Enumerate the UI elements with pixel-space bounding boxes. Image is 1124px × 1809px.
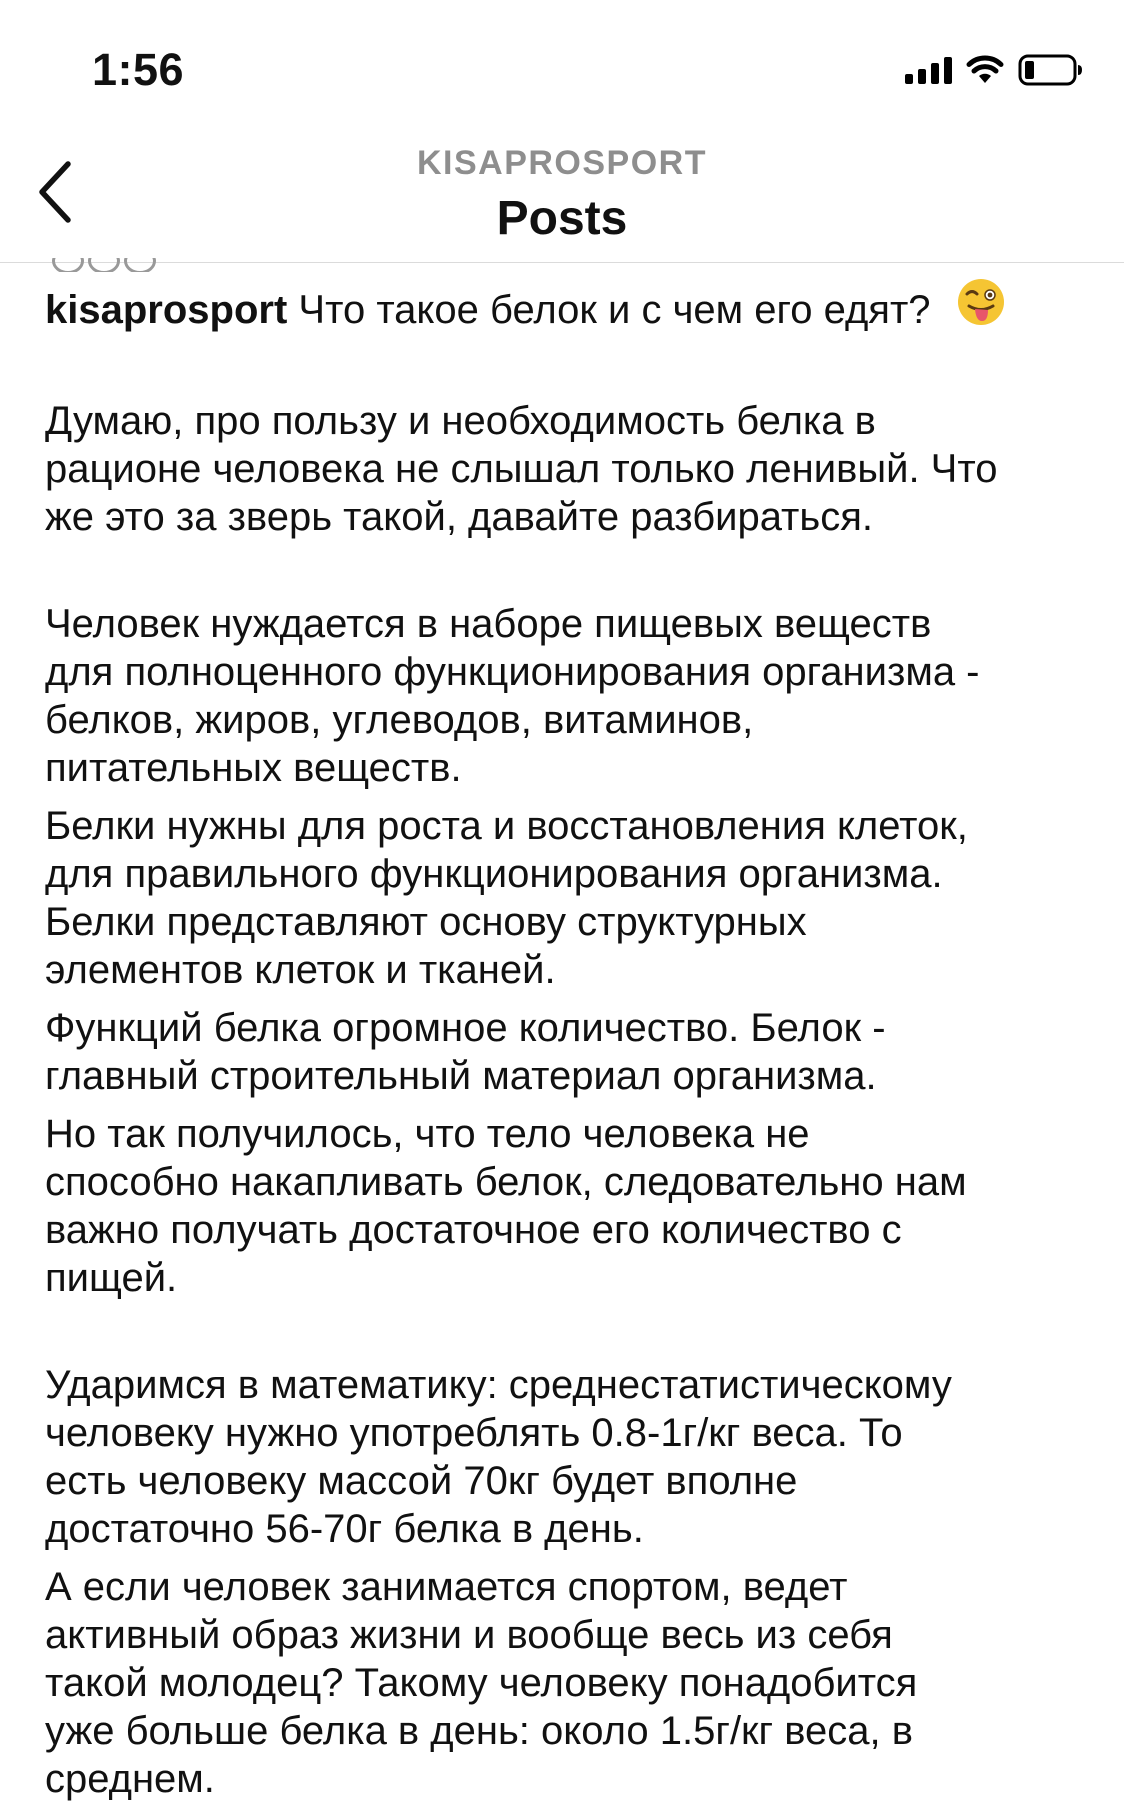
- post-caption: [45, 286, 1085, 1803]
- caption-paragraph: Белки нужны для роста и восстановления клеток, для правильного функционирования организма. Белки представляют основу структурных элементов клеток и тканей.: [45, 803, 968, 992]
- caption-paragraph: Но так получилось, что тело человека не способно накапливать белок, следовательно нам важно получать достаточное его количество с пищей.: [45, 1111, 967, 1300]
- battery-icon: [1018, 54, 1084, 86]
- status-time: 1:56: [92, 44, 185, 95]
- caption-paragraph: Ударимся в математику: среднестатистическому человеку нужно употреблять 0.8-1г/кг веса. То есть человеку массой 70кг будет вполне достаточно 56-70г белка в день.: [45, 1362, 952, 1551]
- winking-face-with-tongue-icon: [956, 277, 1006, 338]
- caption-paragraph: А если человек занимается спортом, ведет активный образ жизни и вообще весь из себя такой молодец? Такому человеку понадобится уже больше белка в день: около 1.5г/кг веса, в среднем.: [45, 1564, 918, 1801]
- nav-bar: [0, 130, 1124, 263]
- status-bar: [0, 0, 1124, 130]
- caption-headline-text: Что такое белок и с чем его едят?: [298, 288, 931, 332]
- cellular-signal-icon: [905, 56, 952, 84]
- caption-paragraph: Человек нуждается в наборе пищевых веществ для полноценного функционирования организма - белков, жиров, углеводов, витаминов, питательных веществ.: [45, 601, 980, 790]
- nav-titles: [0, 144, 1124, 246]
- caption-headline: [45, 286, 1085, 338]
- caption-paragraph: Функций белка огромное количество. Белок - главный строительный материал организма.: [45, 1005, 886, 1098]
- status-icons: [905, 52, 1084, 88]
- caption-paragraph: Думаю, про пользу и необходимость белка в рационе человека не слышал только ленивый. Что же это за зверь такой, давайте разбираться.: [45, 398, 998, 539]
- post-author-link[interactable]: kisaprosport: [45, 288, 288, 332]
- clipped-content-above: [52, 258, 172, 272]
- nav-username: KISAPROSPORT: [416, 144, 708, 182]
- wifi-icon: [966, 55, 1004, 85]
- page-title: Posts: [496, 192, 628, 245]
